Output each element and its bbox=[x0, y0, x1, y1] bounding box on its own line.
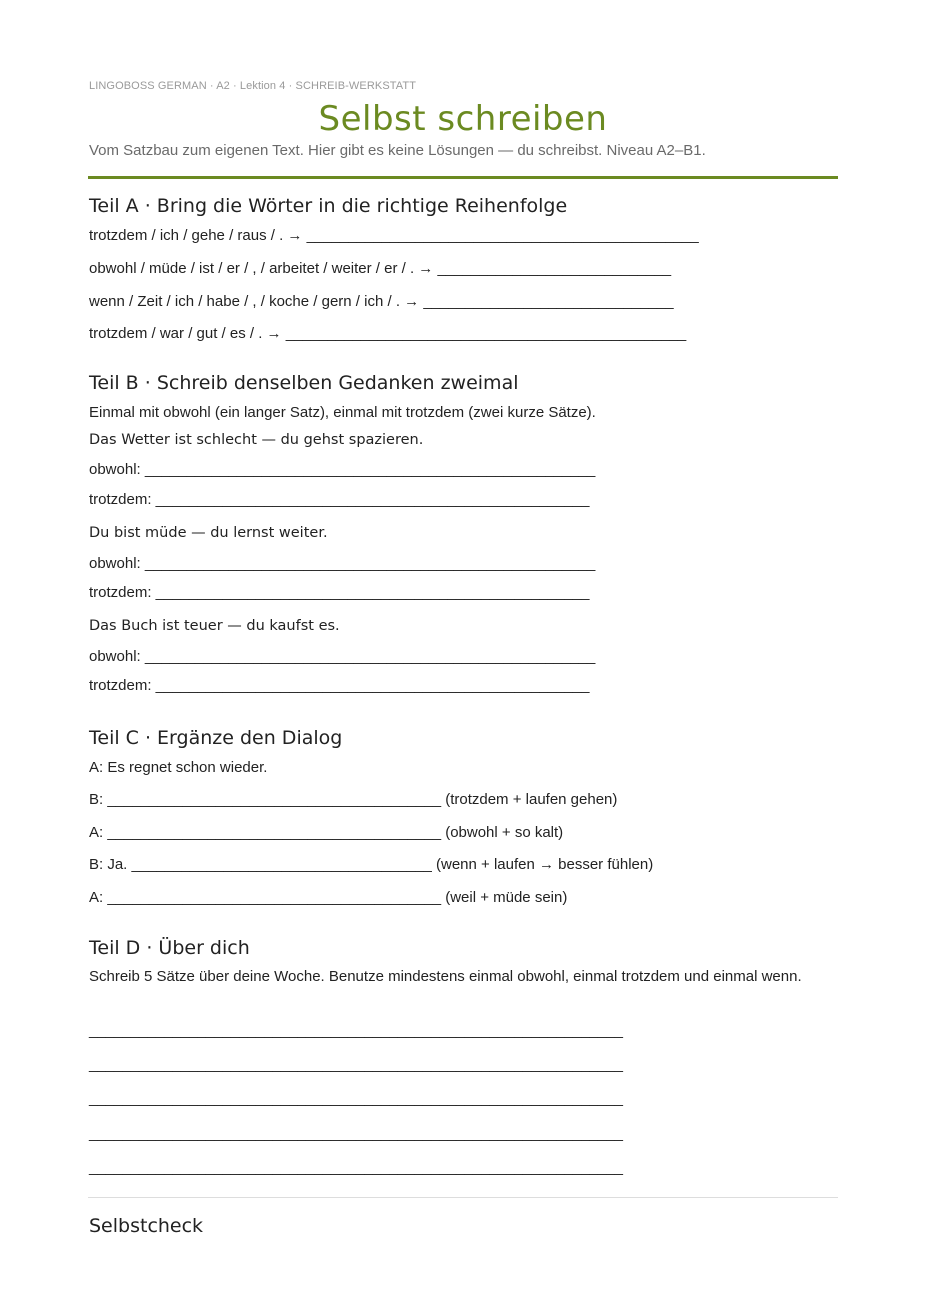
writing-line: ________________________________________________________________ bbox=[89, 1022, 623, 1039]
section-heading-selbstcheck: Selbstcheck bbox=[89, 1215, 204, 1237]
exercise-a-item: wenn / Zeit / ich / habe / , / koche / gern / ich / . → ______________________________ bbox=[89, 293, 674, 310]
obwohl-answer-line: obwohl: ______________________________________________________ bbox=[89, 555, 596, 572]
section-divider bbox=[88, 1197, 838, 1198]
section-heading-teil-a: Teil A · Bring die Wörter in die richtige Reihenfolge bbox=[89, 195, 568, 217]
breadcrumb: LINGOBOSS GERMAN · A2 · Lektion 4 · SCHREIB-WERKSTATT bbox=[89, 80, 417, 92]
dialog-line: A: ________________________________________ (obwohl + so kalt) bbox=[89, 824, 564, 841]
teil-b-prompt: Das Wetter ist schlecht — du gehst spazieren. bbox=[89, 432, 424, 448]
writing-line: ________________________________________________________________ bbox=[89, 1056, 623, 1073]
section-heading-teil-b: Teil B · Schreib denselben Gedanken zweimal bbox=[89, 372, 519, 394]
section-heading-teil-d: Teil D · Über dich bbox=[89, 937, 250, 959]
trotzdem-answer-line: trotzdem: ____________________________________________________ bbox=[89, 491, 590, 508]
obwohl-answer-line: obwohl: ______________________________________________________ bbox=[89, 648, 596, 665]
trotzdem-answer-line: trotzdem: ____________________________________________________ bbox=[89, 584, 590, 601]
page-title: Selbst schreiben bbox=[318, 99, 608, 139]
writing-line: ________________________________________________________________ bbox=[89, 1125, 623, 1142]
teil-b-prompt: Das Buch ist teuer — du kaufst es. bbox=[89, 618, 340, 634]
writing-line: ________________________________________________________________ bbox=[89, 1159, 623, 1176]
dialog-line: A: ________________________________________ (weil + müde sein) bbox=[89, 889, 568, 906]
writing-line: ________________________________________________________________ bbox=[89, 1090, 623, 1107]
title-divider bbox=[88, 176, 838, 179]
exercise-a-item: trotzdem / ich / gehe / raus / . → _______________________________________________ bbox=[89, 227, 699, 244]
teil-b-instruction: Einmal mit obwohl (ein langer Satz), einmal mit trotzdem (zwei kurze Sätze). bbox=[89, 404, 596, 421]
dialog-line: B: Ja. ____________________________________ (wenn + laufen → besser fühlen) bbox=[89, 856, 654, 873]
teil-b-prompt: Du bist müde — du lernst weiter. bbox=[89, 525, 328, 541]
exercise-a-item: obwohl / müde / ist / er / , / arbeitet / weiter / er / . → ____________________________ bbox=[89, 260, 672, 277]
dialog-line: A: Es regnet schon wieder. bbox=[89, 759, 268, 776]
exercise-a-item: trotzdem / war / gut / es / . → ________________________________________________ bbox=[89, 325, 687, 342]
section-heading-teil-c: Teil C · Ergänze den Dialog bbox=[89, 727, 343, 749]
obwohl-answer-line: obwohl: ______________________________________________________ bbox=[89, 461, 596, 478]
teil-d-instruction: Schreib 5 Sätze über deine Woche. Benutze mindestens einmal obwohl, einmal trotzdem und einmal wenn. bbox=[89, 968, 802, 985]
dialog-line: B: ________________________________________ (trotzdem + laufen gehen) bbox=[89, 791, 618, 808]
trotzdem-answer-line: trotzdem: ____________________________________________________ bbox=[89, 677, 590, 694]
page-subtitle: Vom Satzbau zum eigenen Text. Hier gibt es keine Lösungen — du schreibst. Niveau A2–B1. bbox=[89, 142, 706, 159]
